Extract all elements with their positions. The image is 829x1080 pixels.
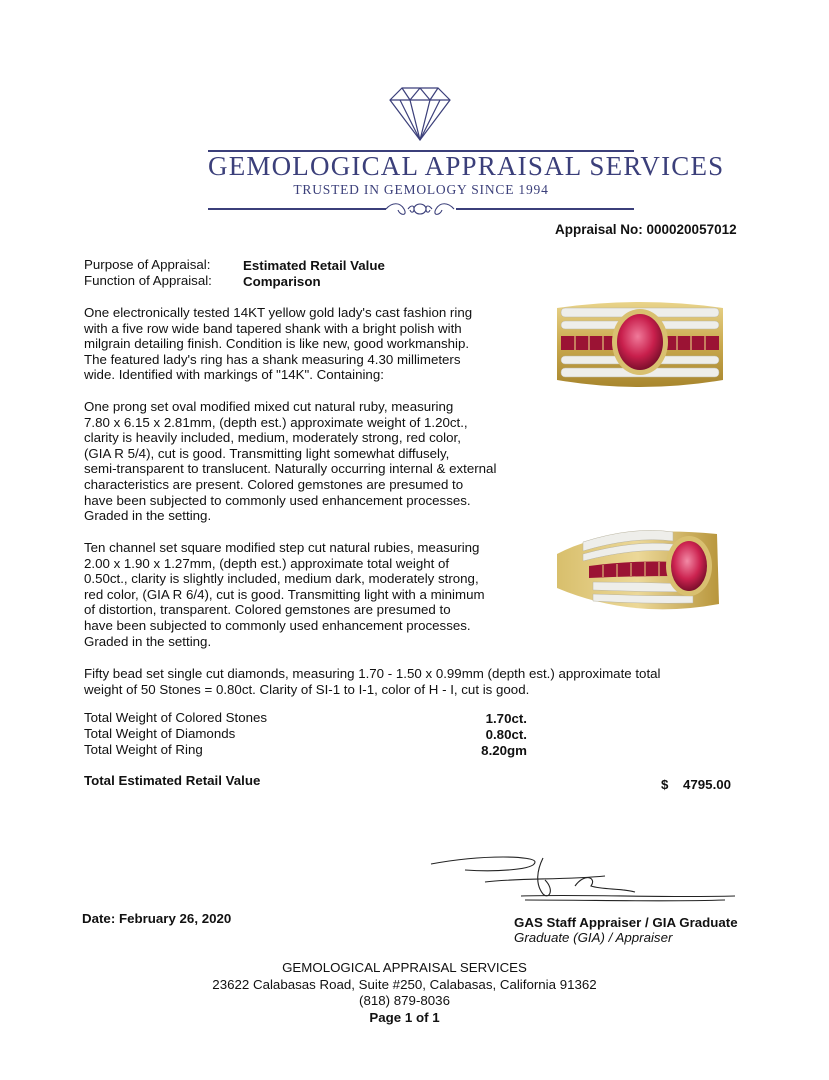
text-line: wide. Identified with markings of "14K". Containing: [84,367,384,383]
purpose-label: Purpose of Appraisal: [84,257,211,272]
page-number: Page 1 of 1 [369,1010,440,1025]
footer-address: 23622 Calabasas Road, Suite #250, Calabasas, California 91362 [212,977,597,992]
text-line: The featured lady's ring has a shank measuring 4.30 millimeters [84,351,461,367]
ring-photo-angled [553,524,723,620]
total-ring-label: Total Weight of Ring [84,742,203,757]
text-line: 0.50ct., clarity is slightly included, medium dark, moderately strong, [84,571,479,587]
total-colored-value: 1.70ct. [485,711,527,726]
header-rule-left [208,208,386,210]
text-line: Ten channel set square modified step cut natural rubies, measuring [84,540,480,555]
appraiser-signature [425,850,745,910]
description-paragraph-diamonds [84,666,661,697]
footer-phone: (818) 879-8036 [359,993,450,1008]
appraisal-number: Appraisal No: 000020057012 [555,222,737,237]
total-colored-label: Total Weight of Colored Stones [84,710,268,725]
text-line: with a five row wide band tapered shank with a bright polish with [84,320,462,336]
text-line: (GIA R 5/4), cut is good. Transmitting light somewhat diffusely, [84,445,450,461]
text-line: have been subjected to commonly used enhancement processes. [84,617,471,633]
text-line: have been subjected to commonly used enhancement processes. [84,492,471,508]
total-retail-label: Total Estimated Retail Value [84,773,261,788]
text-line: One electronically tested 14KT yellow gold lady's cast fashion ring [84,305,473,320]
text-line: Graded in the setting. [84,508,212,524]
text-line: red color, (GIA R 6/4), cut is good. Transmitting light with a minimum [84,586,485,602]
text-line: weight of 50 Stones = 0.80ct. Clarity of SI-1 to I-1, color of H - I, cut is good. [84,681,530,697]
appraiser-title: GAS Staff Appraiser / GIA Graduate [514,915,738,930]
text-line: One prong set oval modified mixed cut natural ruby, measuring [84,399,454,414]
text-line: 2.00 x 1.90 x 1.27mm, (depth est.) approximate total weight of [84,555,450,571]
function-value: Comparison [243,274,321,289]
text-line: of distortion, transparent. Colored gemstones are presumed to [84,602,451,618]
company-tagline: TRUSTED IN GEMOLOGY SINCE 1994 [293,182,549,197]
text-line: Fifty bead set single cut diamonds, measuring 1.70 - 1.50 x 0.99mm (depth est.) approximate total [84,666,661,681]
scroll-ornament-icon [380,200,460,218]
function-label: Function of Appraisal: [84,273,212,288]
header-rule-right [456,208,634,210]
purpose-value: Estimated Retail Value [243,258,385,273]
description-paragraph-center-ruby [84,399,496,524]
total-ring-value: 8.20gm [481,743,527,758]
company-name: GEMOLOGICAL APPRAISAL SERVICES [208,151,725,181]
total-retail-value: 4795.00 [683,777,732,792]
ring-photo-front [551,298,729,394]
text-line: Graded in the setting. [84,633,212,649]
text-line: milgrain detailing finish. Condition is like new, good workmanship. [84,336,470,352]
appraisal-date: Date: February 26, 2020 [82,911,232,926]
footer-company: GEMOLOGICAL APPRAISAL SERVICES [282,960,527,975]
header-rule-top [208,150,634,152]
text-line: semi-transparent to translucent. Naturally occurring internal & external [84,461,497,477]
total-diamonds-value: 0.80ct. [485,727,527,742]
diamond-logo-icon [380,82,460,144]
description-paragraph-channel-rubies [84,540,485,649]
appraiser-subtitle: Graduate (GIA) / Appraiser [514,930,673,945]
total-diamonds-label: Total Weight of Diamonds [84,726,236,741]
text-line: characteristics are present. Colored gemstones are presumed to [84,476,464,492]
text-line: clarity is heavily included, medium, moderately strong, red color, [84,430,461,446]
currency-symbol: $ [661,777,669,792]
text-line: 7.80 x 6.15 x 2.81mm, (depth est.) approximate weight of 1.20ct., [84,414,468,430]
description-paragraph-setting [84,305,472,383]
